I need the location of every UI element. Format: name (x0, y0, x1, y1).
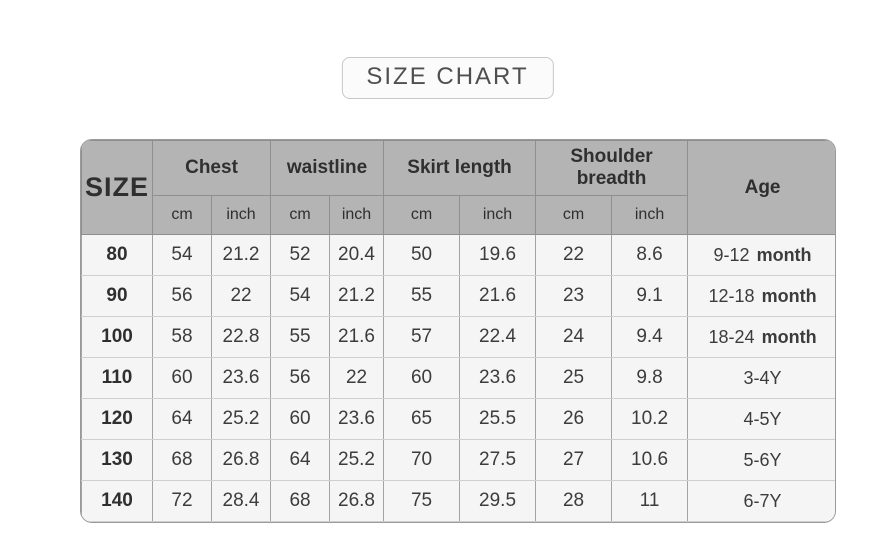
measure-cell: 19.6 (460, 235, 536, 276)
measure-cell: 56 (153, 276, 212, 317)
measure-cell: 26 (536, 399, 612, 440)
age-range: 6-7Y (743, 490, 782, 511)
measure-cell: 10.2 (612, 399, 688, 440)
size-cell: 130 (82, 440, 153, 481)
measure-cell: 9.8 (612, 358, 688, 399)
header-chest: Chest (153, 141, 271, 196)
measure-cell: 21.2 (330, 276, 384, 317)
age-range: 4-5Y (743, 408, 782, 429)
measure-cell: 64 (271, 440, 330, 481)
measure-cell: 54 (153, 235, 212, 276)
age-cell (688, 481, 836, 522)
measure-cell: 21.2 (212, 235, 271, 276)
measure-cell: 29.5 (460, 481, 536, 522)
age-unit: month (761, 326, 817, 347)
unit-skirt-inch: inch (460, 196, 536, 235)
unit-waistline-cm: cm (271, 196, 330, 235)
measure-cell: 25 (536, 358, 612, 399)
size-chart-title: SIZE CHART (341, 57, 553, 99)
header-group-row (82, 141, 837, 196)
age-cell (688, 276, 836, 317)
age-cell (688, 399, 836, 440)
measure-cell: 27 (536, 440, 612, 481)
measure-cell: 27.5 (460, 440, 536, 481)
age-cell (688, 235, 836, 276)
size-cell: 120 (82, 399, 153, 440)
age-range: 18-24 (708, 326, 755, 347)
size-cell: 140 (82, 481, 153, 522)
unit-shoulder-cm: cm (536, 196, 612, 235)
measure-cell: 23 (536, 276, 612, 317)
age-range: 3-4Y (743, 367, 782, 388)
table-row (82, 399, 837, 440)
header-age: Age (688, 141, 836, 235)
measure-cell: 72 (153, 481, 212, 522)
measure-cell: 22.8 (212, 317, 271, 358)
measure-cell: 25.5 (460, 399, 536, 440)
measure-cell: 25.2 (330, 440, 384, 481)
age-cell (688, 440, 836, 481)
age-unit: month (756, 244, 812, 265)
unit-chest-cm: cm (153, 196, 212, 235)
measure-cell: 24 (536, 317, 612, 358)
age-range: 12-18 (708, 285, 755, 306)
measure-cell: 8.6 (612, 235, 688, 276)
age-cell (688, 358, 836, 399)
measure-cell: 60 (153, 358, 212, 399)
age-unit: month (761, 285, 817, 306)
size-chart-table (81, 140, 836, 522)
measure-cell: 22 (536, 235, 612, 276)
measure-cell: 55 (271, 317, 330, 358)
table-row (82, 276, 837, 317)
measure-cell: 25.2 (212, 399, 271, 440)
measure-cell: 22 (212, 276, 271, 317)
measure-cell: 70 (384, 440, 460, 481)
measure-cell: 9.4 (612, 317, 688, 358)
measure-cell: 21.6 (460, 276, 536, 317)
unit-skirt-cm: cm (384, 196, 460, 235)
measure-cell: 28.4 (212, 481, 271, 522)
measure-cell: 23.6 (460, 358, 536, 399)
measure-cell: 64 (153, 399, 212, 440)
measure-cell: 26.8 (212, 440, 271, 481)
measure-cell: 65 (384, 399, 460, 440)
table-body (82, 235, 837, 522)
measure-cell: 20.4 (330, 235, 384, 276)
measure-cell: 10.6 (612, 440, 688, 481)
header-waistline: waistline (271, 141, 384, 196)
unit-chest-inch: inch (212, 196, 271, 235)
measure-cell: 28 (536, 481, 612, 522)
table-row (82, 358, 837, 399)
unit-waistline-inch: inch (330, 196, 384, 235)
measure-cell: 21.6 (330, 317, 384, 358)
measure-cell: 57 (384, 317, 460, 358)
measure-cell: 22.4 (460, 317, 536, 358)
table-row (82, 235, 837, 276)
header-shoulder-breadth: Shoulder breadth (536, 141, 688, 196)
measure-cell: 9.1 (612, 276, 688, 317)
table-row (82, 317, 837, 358)
measure-cell: 55 (384, 276, 460, 317)
measure-cell: 68 (271, 481, 330, 522)
age-range: 5-6Y (743, 449, 782, 470)
size-cell: 110 (82, 358, 153, 399)
measure-cell: 50 (384, 235, 460, 276)
measure-cell: 23.6 (330, 399, 384, 440)
unit-shoulder-inch: inch (612, 196, 688, 235)
table-row (82, 481, 837, 522)
measure-cell: 75 (384, 481, 460, 522)
measure-cell: 58 (153, 317, 212, 358)
table-row (82, 440, 837, 481)
size-cell: 100 (82, 317, 153, 358)
measure-cell: 54 (271, 276, 330, 317)
size-chart-table-container (80, 139, 836, 523)
measure-cell: 68 (153, 440, 212, 481)
measure-cell: 60 (384, 358, 460, 399)
header-size: SIZE (82, 141, 153, 235)
header-skirt-length: Skirt length (384, 141, 536, 196)
table-header (82, 141, 837, 235)
size-cell: 80 (82, 235, 153, 276)
size-cell: 90 (82, 276, 153, 317)
measure-cell: 22 (330, 358, 384, 399)
measure-cell: 23.6 (212, 358, 271, 399)
measure-cell: 52 (271, 235, 330, 276)
measure-cell: 26.8 (330, 481, 384, 522)
measure-cell: 56 (271, 358, 330, 399)
age-range: 9-12 (713, 244, 750, 265)
measure-cell: 11 (612, 481, 688, 522)
age-cell (688, 317, 836, 358)
measure-cell: 60 (271, 399, 330, 440)
